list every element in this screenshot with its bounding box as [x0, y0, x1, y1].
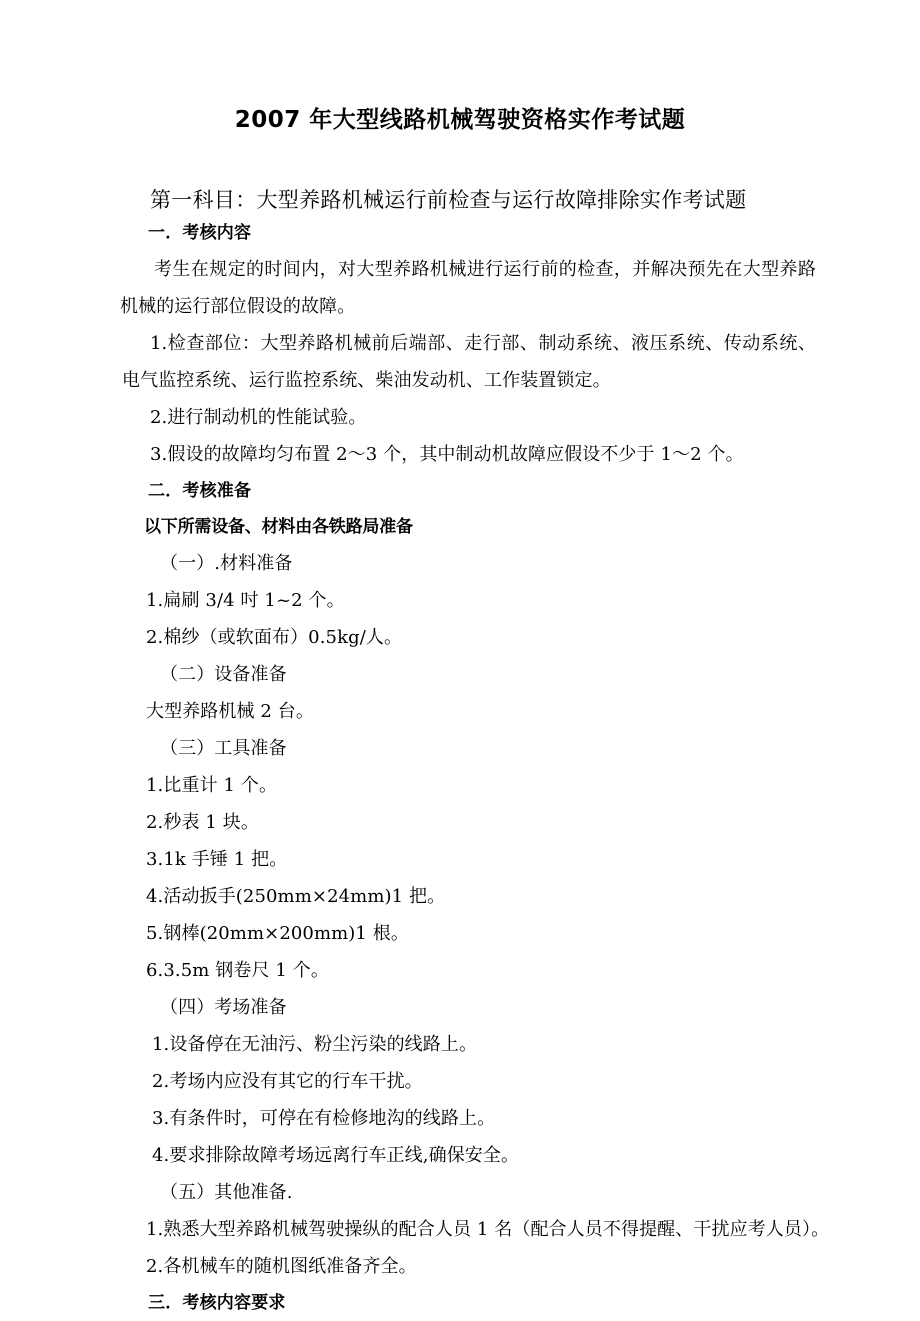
section-1-item-1: 1.检查部位：大型养路机械前后端部、走行部、制动系统、液压系统、传动系统、电气监控系统、运行监控系统、柴油发动机、工作装置锁定。	[122, 333, 816, 391]
subsection-heading-material: （一）.材料准备	[160, 553, 293, 574]
tool-item-3: 3.1k 手锤 1 把。	[146, 849, 288, 870]
other-item-1: 1.熟悉大型养路机械驾驶操纵的配合人员 1 名（配合人员不得提醒、干扰应考人员）。	[146, 1219, 830, 1240]
tool-item-6: 6.3.5m 钢卷尺 1 个。	[146, 960, 329, 981]
material-item-1: 1.扁刷 3/4 吋 1~2 个。	[146, 590, 345, 611]
section-heading-3: 三．考核内容要求	[148, 1293, 286, 1313]
venue-item-1: 1.设备停在无油污、粉尘污染的线路上。	[152, 1034, 478, 1055]
venue-item-3: 3.有条件时，可停在有检修地沟的线路上。	[152, 1108, 496, 1129]
section-1-item-3: 3.假设的故障均匀布置 2～3 个，其中制动机故障应假设不少于 1～2 个。	[150, 444, 744, 465]
section-2-emphasis-line: 以下所需设备、材料由各铁路局准备	[144, 517, 413, 537]
subsection-heading-tools: （三）工具准备	[160, 738, 287, 759]
section-heading-1: 一．考核内容	[148, 223, 252, 243]
subsection-heading-venue: （四）考场准备	[160, 997, 287, 1018]
tool-item-2: 2.秒表 1 块。	[146, 812, 259, 833]
venue-item-2: 2.考场内应没有其它的行车干扰。	[152, 1071, 423, 1092]
tool-item-5: 5.钢棒(20mm×200mm)1 根。	[146, 923, 410, 944]
section-1-intro-paragraph: 考生在规定的时间内，对大型养路机械进行运行前的检查，并解决预先在大型养路机械的运行部位假设的故障。	[120, 259, 816, 317]
section-heading-2: 二．考核准备	[148, 481, 252, 501]
tool-item-1: 1.比重计 1 个。	[146, 775, 278, 796]
venue-item-4: 4.要求排除故障考场远离行车正线,确保安全。	[152, 1145, 520, 1166]
subject-heading: 第一科目：大型养路机械运行前检查与运行故障排除实作考试题	[150, 188, 747, 212]
page-title: 2007 年大型线路机械驾驶资格实作考试题	[234, 107, 686, 133]
subsection-heading-other: （五）其他准备.	[160, 1182, 293, 1203]
section-1-item-2: 2.进行制动机的性能试验。	[150, 407, 367, 428]
material-item-2: 2.棉纱（或软面布）0.5kg/人。	[146, 627, 403, 648]
equipment-item-1: 大型养路机械 2 台。	[146, 701, 314, 722]
subsection-heading-equipment: （二）设备准备	[160, 664, 287, 685]
tool-item-4: 4.活动扳手(250mm×24mm)1 把。	[146, 886, 446, 907]
other-item-2: 2.各机械车的随机图纸准备齐全。	[146, 1256, 417, 1277]
